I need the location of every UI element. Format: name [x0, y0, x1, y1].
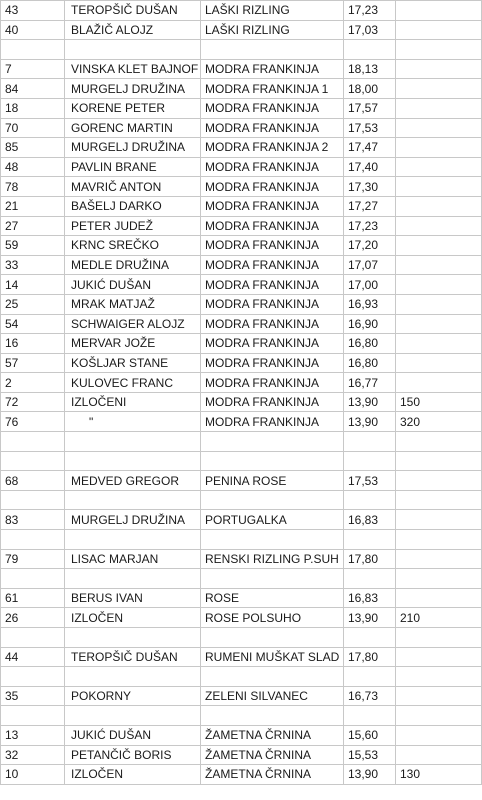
cell-number: 85 — [1, 138, 65, 158]
cell-extra — [396, 40, 482, 60]
cell-extra — [396, 20, 482, 40]
table-row — [1, 255, 482, 275]
cell-grower: IZLOČENI — [65, 392, 201, 412]
cell-grower: " — [65, 412, 201, 432]
cell-extra — [396, 177, 482, 197]
cell-wine: ŽAMETNA ČRNINA — [201, 725, 344, 745]
cell-number: 78 — [1, 177, 65, 197]
cell-number: 83 — [1, 510, 65, 530]
cell-extra — [396, 471, 482, 491]
cell-extra — [396, 628, 482, 648]
cell-extra — [396, 216, 482, 236]
cell-wine: MODRA FRANKINJA — [201, 314, 344, 334]
cell-extra — [396, 79, 482, 99]
cell-score: 13,90 — [344, 392, 396, 412]
cell-number — [1, 490, 65, 510]
table-row — [1, 275, 482, 295]
table-row — [1, 667, 482, 687]
cell-extra — [396, 118, 482, 138]
cell-extra — [396, 667, 482, 687]
cell-grower — [65, 40, 201, 60]
cell-number: 48 — [1, 157, 65, 177]
cell-grower — [65, 667, 201, 687]
cell-grower: BLAŽIČ ALOJZ — [65, 20, 201, 40]
cell-wine — [201, 530, 344, 550]
table-row — [1, 294, 482, 314]
cell-number: 33 — [1, 255, 65, 275]
cell-wine: MODRA FRANKINJA — [201, 353, 344, 373]
cell-wine: MODRA FRANKINJA — [201, 392, 344, 412]
table-row — [1, 392, 482, 412]
cell-score: 15,53 — [344, 745, 396, 765]
cell-grower: JUKIĆ DUŠAN — [65, 275, 201, 295]
cell-extra — [396, 530, 482, 550]
cell-score — [344, 628, 396, 648]
cell-grower — [65, 628, 201, 648]
table-row — [1, 59, 482, 79]
cell-number: 13 — [1, 725, 65, 745]
cell-number — [1, 667, 65, 687]
cell-grower: MURGELJ DRUŽINA — [65, 79, 201, 99]
cell-wine: ŽAMETNA ČRNINA — [201, 765, 344, 785]
cell-extra — [396, 1, 482, 21]
table-row — [1, 314, 482, 334]
table-row — [1, 706, 482, 726]
cell-score: 16,90 — [344, 314, 396, 334]
cell-extra — [396, 157, 482, 177]
cell-wine: RUMENI MUŠKAT SLAD — [201, 647, 344, 667]
cell-score — [344, 40, 396, 60]
cell-wine — [201, 451, 344, 471]
cell-number: 57 — [1, 353, 65, 373]
cell-score: 13,90 — [344, 608, 396, 628]
cell-score: 16,83 — [344, 588, 396, 608]
cell-extra — [396, 138, 482, 158]
cell-extra — [396, 353, 482, 373]
cell-score: 17,23 — [344, 1, 396, 21]
table-row — [1, 79, 482, 99]
cell-score — [344, 667, 396, 687]
cell-extra — [396, 432, 482, 452]
cell-number — [1, 432, 65, 452]
cell-score: 16,80 — [344, 353, 396, 373]
cell-wine: MODRA FRANKINJA — [201, 334, 344, 354]
cell-score: 17,80 — [344, 647, 396, 667]
cell-extra: 210 — [396, 608, 482, 628]
table-row — [1, 216, 482, 236]
table-row — [1, 745, 482, 765]
cell-grower: GORENC MARTIN — [65, 118, 201, 138]
cell-wine: ROSE POLSUHO — [201, 608, 344, 628]
cell-grower: SCHWAIGER ALOJZ — [65, 314, 201, 334]
table-row — [1, 530, 482, 550]
cell-extra — [396, 686, 482, 706]
cell-score: 17,03 — [344, 20, 396, 40]
cell-wine — [201, 667, 344, 687]
table-row — [1, 725, 482, 745]
cell-wine: MODRA FRANKINJA — [201, 177, 344, 197]
cell-number: 70 — [1, 118, 65, 138]
cell-number: 2 — [1, 373, 65, 393]
table-row — [1, 118, 482, 138]
cell-extra — [396, 236, 482, 256]
cell-score: 16,73 — [344, 686, 396, 706]
cell-number: 59 — [1, 236, 65, 256]
table-row — [1, 549, 482, 569]
cell-score: 17,40 — [344, 157, 396, 177]
cell-grower — [65, 490, 201, 510]
cell-score: 18,13 — [344, 59, 396, 79]
cell-grower: BAŠELJ DARKO — [65, 196, 201, 216]
cell-wine: MODRA FRANKINJA — [201, 294, 344, 314]
cell-grower: VINSKA KLET BAJNOF — [65, 59, 201, 79]
cell-extra — [396, 569, 482, 589]
cell-number: 61 — [1, 588, 65, 608]
cell-wine: MODRA FRANKINJA — [201, 236, 344, 256]
cell-number: 72 — [1, 392, 65, 412]
cell-score — [344, 451, 396, 471]
cell-wine: PORTUGALKA — [201, 510, 344, 530]
cell-wine: LAŠKI RIZLING — [201, 1, 344, 21]
results-table-body — [1, 1, 482, 785]
cell-number: 7 — [1, 59, 65, 79]
cell-wine: MODRA FRANKINJA — [201, 157, 344, 177]
cell-number — [1, 569, 65, 589]
cell-wine: MODRA FRANKINJA 1 — [201, 79, 344, 99]
cell-extra: 320 — [396, 412, 482, 432]
table-row — [1, 157, 482, 177]
cell-wine: MODRA FRANKINJA — [201, 255, 344, 275]
table-row — [1, 569, 482, 589]
cell-wine: LAŠKI RIZLING — [201, 20, 344, 40]
table-row — [1, 373, 482, 393]
cell-number — [1, 451, 65, 471]
cell-score: 16,93 — [344, 294, 396, 314]
cell-wine: PENINA ROSE — [201, 471, 344, 491]
cell-grower: KOŠLJAR STANE — [65, 353, 201, 373]
cell-grower — [65, 432, 201, 452]
table-row — [1, 647, 482, 667]
table-row — [1, 412, 482, 432]
cell-number: 35 — [1, 686, 65, 706]
cell-score: 13,90 — [344, 412, 396, 432]
cell-grower — [65, 706, 201, 726]
table-row — [1, 20, 482, 40]
cell-score: 17,23 — [344, 216, 396, 236]
cell-extra — [396, 294, 482, 314]
cell-score: 16,83 — [344, 510, 396, 530]
cell-wine: MODRA FRANKINJA — [201, 98, 344, 118]
table-row — [1, 765, 482, 785]
cell-score: 17,57 — [344, 98, 396, 118]
cell-number: 76 — [1, 412, 65, 432]
cell-wine: MODRA FRANKINJA — [201, 412, 344, 432]
cell-score: 17,07 — [344, 255, 396, 275]
cell-grower: LISAC MARJAN — [65, 549, 201, 569]
table-row — [1, 353, 482, 373]
cell-grower: KORENE PETER — [65, 98, 201, 118]
cell-extra — [396, 275, 482, 295]
cell-score: 17,20 — [344, 236, 396, 256]
cell-number: 16 — [1, 334, 65, 354]
table-row — [1, 40, 482, 60]
table-row — [1, 334, 482, 354]
cell-grower: MRAK MATJAŽ — [65, 294, 201, 314]
cell-extra — [396, 510, 482, 530]
cell-number: 10 — [1, 765, 65, 785]
table-row — [1, 471, 482, 491]
table-row — [1, 432, 482, 452]
cell-wine: ROSE — [201, 588, 344, 608]
cell-extra — [396, 451, 482, 471]
table-row — [1, 628, 482, 648]
cell-number: 14 — [1, 275, 65, 295]
cell-score: 17,30 — [344, 177, 396, 197]
cell-score — [344, 530, 396, 550]
cell-wine — [201, 706, 344, 726]
cell-score — [344, 490, 396, 510]
cell-extra — [396, 647, 482, 667]
cell-number: 32 — [1, 745, 65, 765]
cell-score: 17,00 — [344, 275, 396, 295]
cell-number — [1, 530, 65, 550]
cell-number: 21 — [1, 196, 65, 216]
table-row — [1, 1, 482, 21]
cell-number: 68 — [1, 471, 65, 491]
cell-grower: KRNC SREČKO — [65, 236, 201, 256]
cell-wine: ŽAMETNA ČRNINA — [201, 745, 344, 765]
cell-wine: ZELENI SILVANEC — [201, 686, 344, 706]
cell-score: 17,47 — [344, 138, 396, 158]
cell-score: 13,90 — [344, 765, 396, 785]
cell-extra — [396, 334, 482, 354]
cell-extra — [396, 706, 482, 726]
table-row — [1, 686, 482, 706]
cell-score: 16,80 — [344, 334, 396, 354]
cell-grower: MEDVED GREGOR — [65, 471, 201, 491]
cell-grower: PAVLIN BRANE — [65, 157, 201, 177]
cell-extra — [396, 588, 482, 608]
cell-wine — [201, 432, 344, 452]
table-row — [1, 608, 482, 628]
cell-score: 18,00 — [344, 79, 396, 99]
cell-score: 15,60 — [344, 725, 396, 745]
cell-wine: MODRA FRANKINJA 2 — [201, 138, 344, 158]
cell-extra — [396, 490, 482, 510]
cell-extra — [396, 255, 482, 275]
cell-extra — [396, 98, 482, 118]
cell-number: 25 — [1, 294, 65, 314]
cell-score: 17,27 — [344, 196, 396, 216]
cell-wine — [201, 490, 344, 510]
cell-grower: TEROPŠIČ DUŠAN — [65, 647, 201, 667]
cell-wine — [201, 40, 344, 60]
cell-wine: MODRA FRANKINJA — [201, 196, 344, 216]
cell-number: 79 — [1, 549, 65, 569]
table-row — [1, 451, 482, 471]
cell-extra: 130 — [396, 765, 482, 785]
cell-number — [1, 628, 65, 648]
cell-extra — [396, 196, 482, 216]
table-row — [1, 177, 482, 197]
cell-wine: MODRA FRANKINJA — [201, 373, 344, 393]
cell-extra — [396, 725, 482, 745]
cell-grower: IZLOČEN — [65, 765, 201, 785]
cell-grower: POKORNY — [65, 686, 201, 706]
table-row — [1, 588, 482, 608]
cell-grower: KULOVEC FRANC — [65, 373, 201, 393]
cell-grower: TEROPŠIČ DUŠAN — [65, 1, 201, 21]
table-row — [1, 138, 482, 158]
cell-number: 84 — [1, 79, 65, 99]
cell-extra — [396, 314, 482, 334]
cell-extra — [396, 59, 482, 79]
cell-number: 44 — [1, 647, 65, 667]
cell-wine — [201, 628, 344, 648]
cell-grower — [65, 530, 201, 550]
cell-number: 54 — [1, 314, 65, 334]
cell-score — [344, 569, 396, 589]
cell-score: 17,53 — [344, 118, 396, 138]
cell-number: 26 — [1, 608, 65, 628]
cell-grower: BERUS IVAN — [65, 588, 201, 608]
cell-score — [344, 432, 396, 452]
cell-grower: MURGELJ DRUŽINA — [65, 138, 201, 158]
cell-number — [1, 40, 65, 60]
cell-grower — [65, 451, 201, 471]
cell-number: 27 — [1, 216, 65, 236]
cell-grower: IZLOČEN — [65, 608, 201, 628]
table-row — [1, 98, 482, 118]
cell-number: 43 — [1, 1, 65, 21]
table-row — [1, 510, 482, 530]
cell-wine: RENSKI RIZLING P.SUH — [201, 549, 344, 569]
cell-grower: MAVRIČ ANTON — [65, 177, 201, 197]
cell-grower: JUKIĆ DUŠAN — [65, 725, 201, 745]
cell-grower: PETANČIČ BORIS — [65, 745, 201, 765]
cell-wine: MODRA FRANKINJA — [201, 216, 344, 236]
cell-wine: MODRA FRANKINJA — [201, 118, 344, 138]
cell-score: 17,53 — [344, 471, 396, 491]
cell-extra — [396, 745, 482, 765]
cell-wine — [201, 569, 344, 589]
table-row — [1, 236, 482, 256]
cell-number — [1, 706, 65, 726]
cell-extra — [396, 549, 482, 569]
cell-grower — [65, 569, 201, 589]
cell-score: 17,80 — [344, 549, 396, 569]
cell-number: 18 — [1, 98, 65, 118]
cell-grower: MURGELJ DRUŽINA — [65, 510, 201, 530]
cell-wine: MODRA FRANKINJA — [201, 59, 344, 79]
table-row — [1, 196, 482, 216]
cell-grower: MERVAR JOŽE — [65, 334, 201, 354]
cell-wine: MODRA FRANKINJA — [201, 275, 344, 295]
cell-number: 40 — [1, 20, 65, 40]
cell-grower: MEDLE DRUŽINA — [65, 255, 201, 275]
cell-grower: PETER JUDEŽ — [65, 216, 201, 236]
cell-score: 16,77 — [344, 373, 396, 393]
table-row — [1, 490, 482, 510]
cell-extra: 150 — [396, 392, 482, 412]
cell-extra — [396, 373, 482, 393]
cell-score — [344, 706, 396, 726]
